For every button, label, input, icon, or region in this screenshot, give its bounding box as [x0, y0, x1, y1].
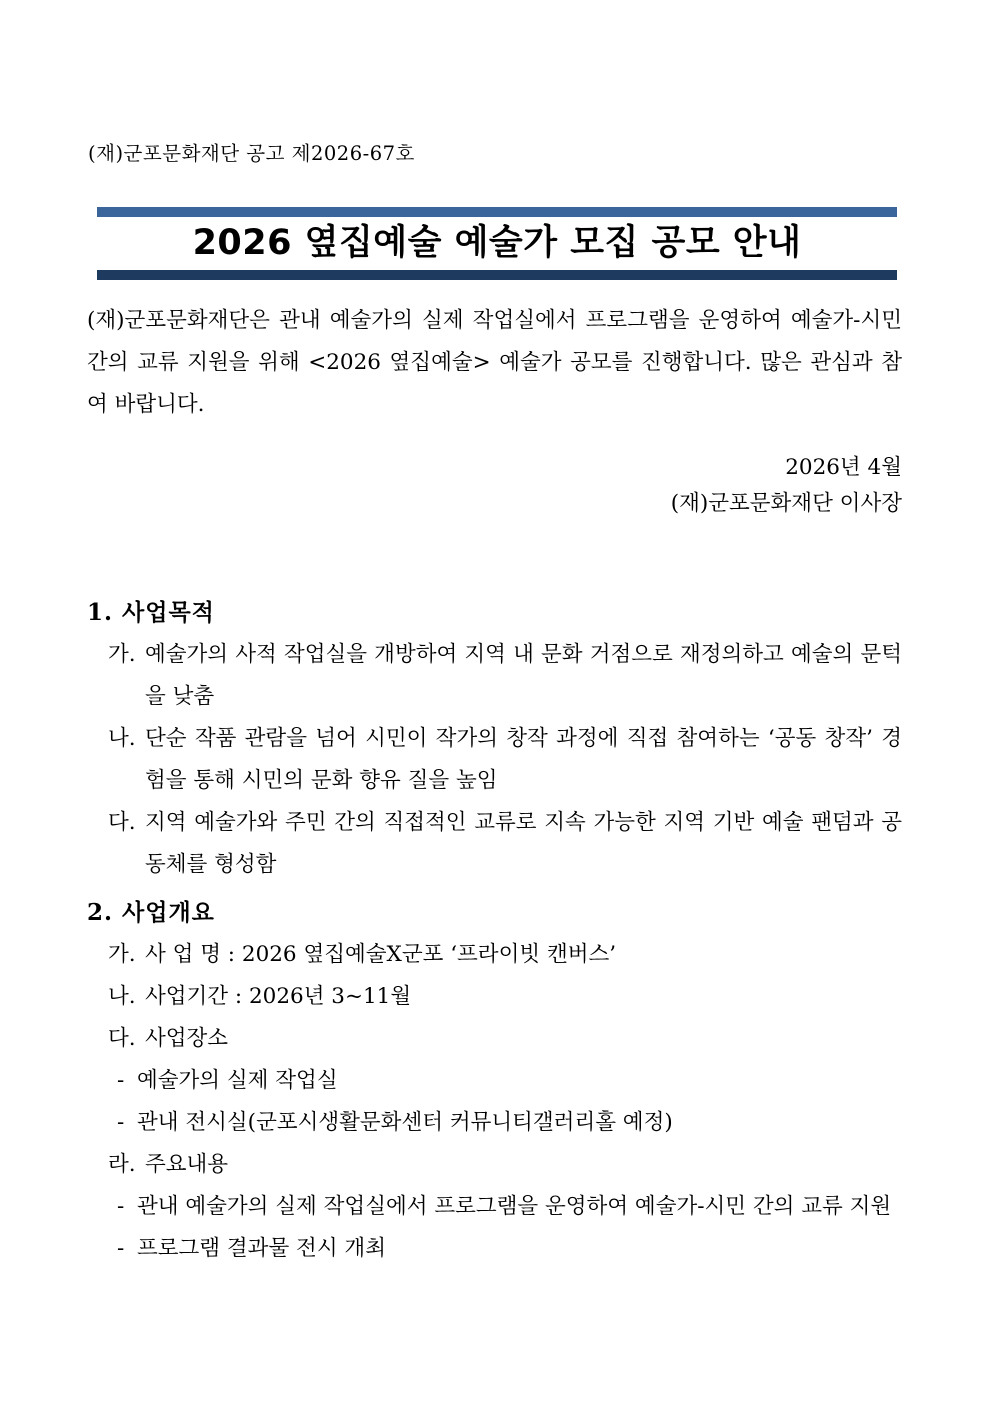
- section-purpose-heading: 1. 사업목적: [87, 599, 215, 626]
- section-overview: [87, 892, 902, 1270]
- item-label: 가.: [108, 942, 136, 967]
- subitem-text: 관내 전시실(군포시생활문화센터 커뮤니티갤러리홀 예정): [137, 1110, 673, 1135]
- list-item: [108, 1018, 902, 1060]
- date-signature-block: [0, 450, 902, 522]
- list-item: [108, 718, 902, 802]
- item-text: 주요내용: [145, 1152, 229, 1177]
- sub-list-item: [117, 1102, 902, 1144]
- section-purpose: [87, 592, 902, 886]
- item-text: 사업기간 : 2026년 3~11월: [145, 984, 412, 1009]
- item-label: 다.: [108, 810, 136, 835]
- sub-list-item: [117, 1060, 902, 1102]
- intro-paragraph: (재)군포문화재단은 관내 예술가의 실제 작업실에서 프로그램을 운영하여 예술가-시민 간의 교류 지원을 위해 <2026 옆집예술> 예술가 공모를 진행합니다. 많은 관심과 참여 바랍니다.: [87, 308, 902, 417]
- item-text: 예술가의 사적 작업실을 개방하여 지역 내 문화 거점으로 재정의하고 예술의 문턱을 낮춤: [145, 642, 902, 709]
- item-text: 사 업 명 : 2026 옆집예술X군포 ‘프라이빗 캔버스’: [145, 942, 617, 967]
- item-label: 다.: [108, 1026, 136, 1051]
- list-item: [108, 1144, 902, 1186]
- doc-number: (재)군포문화재단 공고 제2026-67호: [88, 142, 415, 165]
- item-label: 라.: [108, 1152, 136, 1177]
- date-line: 2026년 4월: [785, 455, 902, 480]
- item-label: 나.: [108, 984, 136, 1009]
- subitem-text: 관내 예술가의 실제 작업실에서 프로그램을 운영하여 예술가-시민 간의 교류 지원: [137, 1194, 892, 1219]
- subitem-text: 프로그램 결과물 전시 개최: [137, 1236, 386, 1261]
- dash-bullet: -: [117, 1110, 125, 1135]
- list-item: [108, 634, 902, 718]
- list-item: [108, 976, 902, 1018]
- banner-top-bar: [97, 207, 897, 217]
- dash-bullet: -: [117, 1236, 125, 1261]
- signature-line: (재)군포문화재단 이사장: [670, 491, 902, 516]
- item-text: 사업장소: [145, 1026, 229, 1051]
- page-title: 2026 옆집예술 예술가 모집 공모 안내: [192, 223, 802, 263]
- item-label: 나.: [108, 726, 136, 751]
- sub-list-item: [117, 1186, 902, 1228]
- item-text: 지역 예술가와 주민 간의 직접적인 교류로 지속 가능한 지역 기반 예술 팬덤과 공동체를 형성함: [145, 810, 902, 877]
- dash-bullet: -: [117, 1194, 125, 1219]
- section-overview-heading: 2. 사업개요: [87, 899, 215, 926]
- sub-list-item: [117, 1228, 902, 1270]
- item-label: 가.: [108, 642, 136, 667]
- subitem-text: 예술가의 실제 작업실: [137, 1068, 338, 1093]
- list-item: [108, 802, 902, 886]
- list-item: [108, 934, 902, 976]
- dash-bullet: -: [117, 1068, 125, 1093]
- item-text: 단순 작품 관람을 넘어 시민이 작가의 창작 과정에 직접 참여하는 ‘공동 창작’ 경험을 통해 시민의 문화 향유 질을 높임: [145, 726, 902, 793]
- banner-bottom-bar: [97, 270, 897, 280]
- title-banner: [97, 207, 897, 280]
